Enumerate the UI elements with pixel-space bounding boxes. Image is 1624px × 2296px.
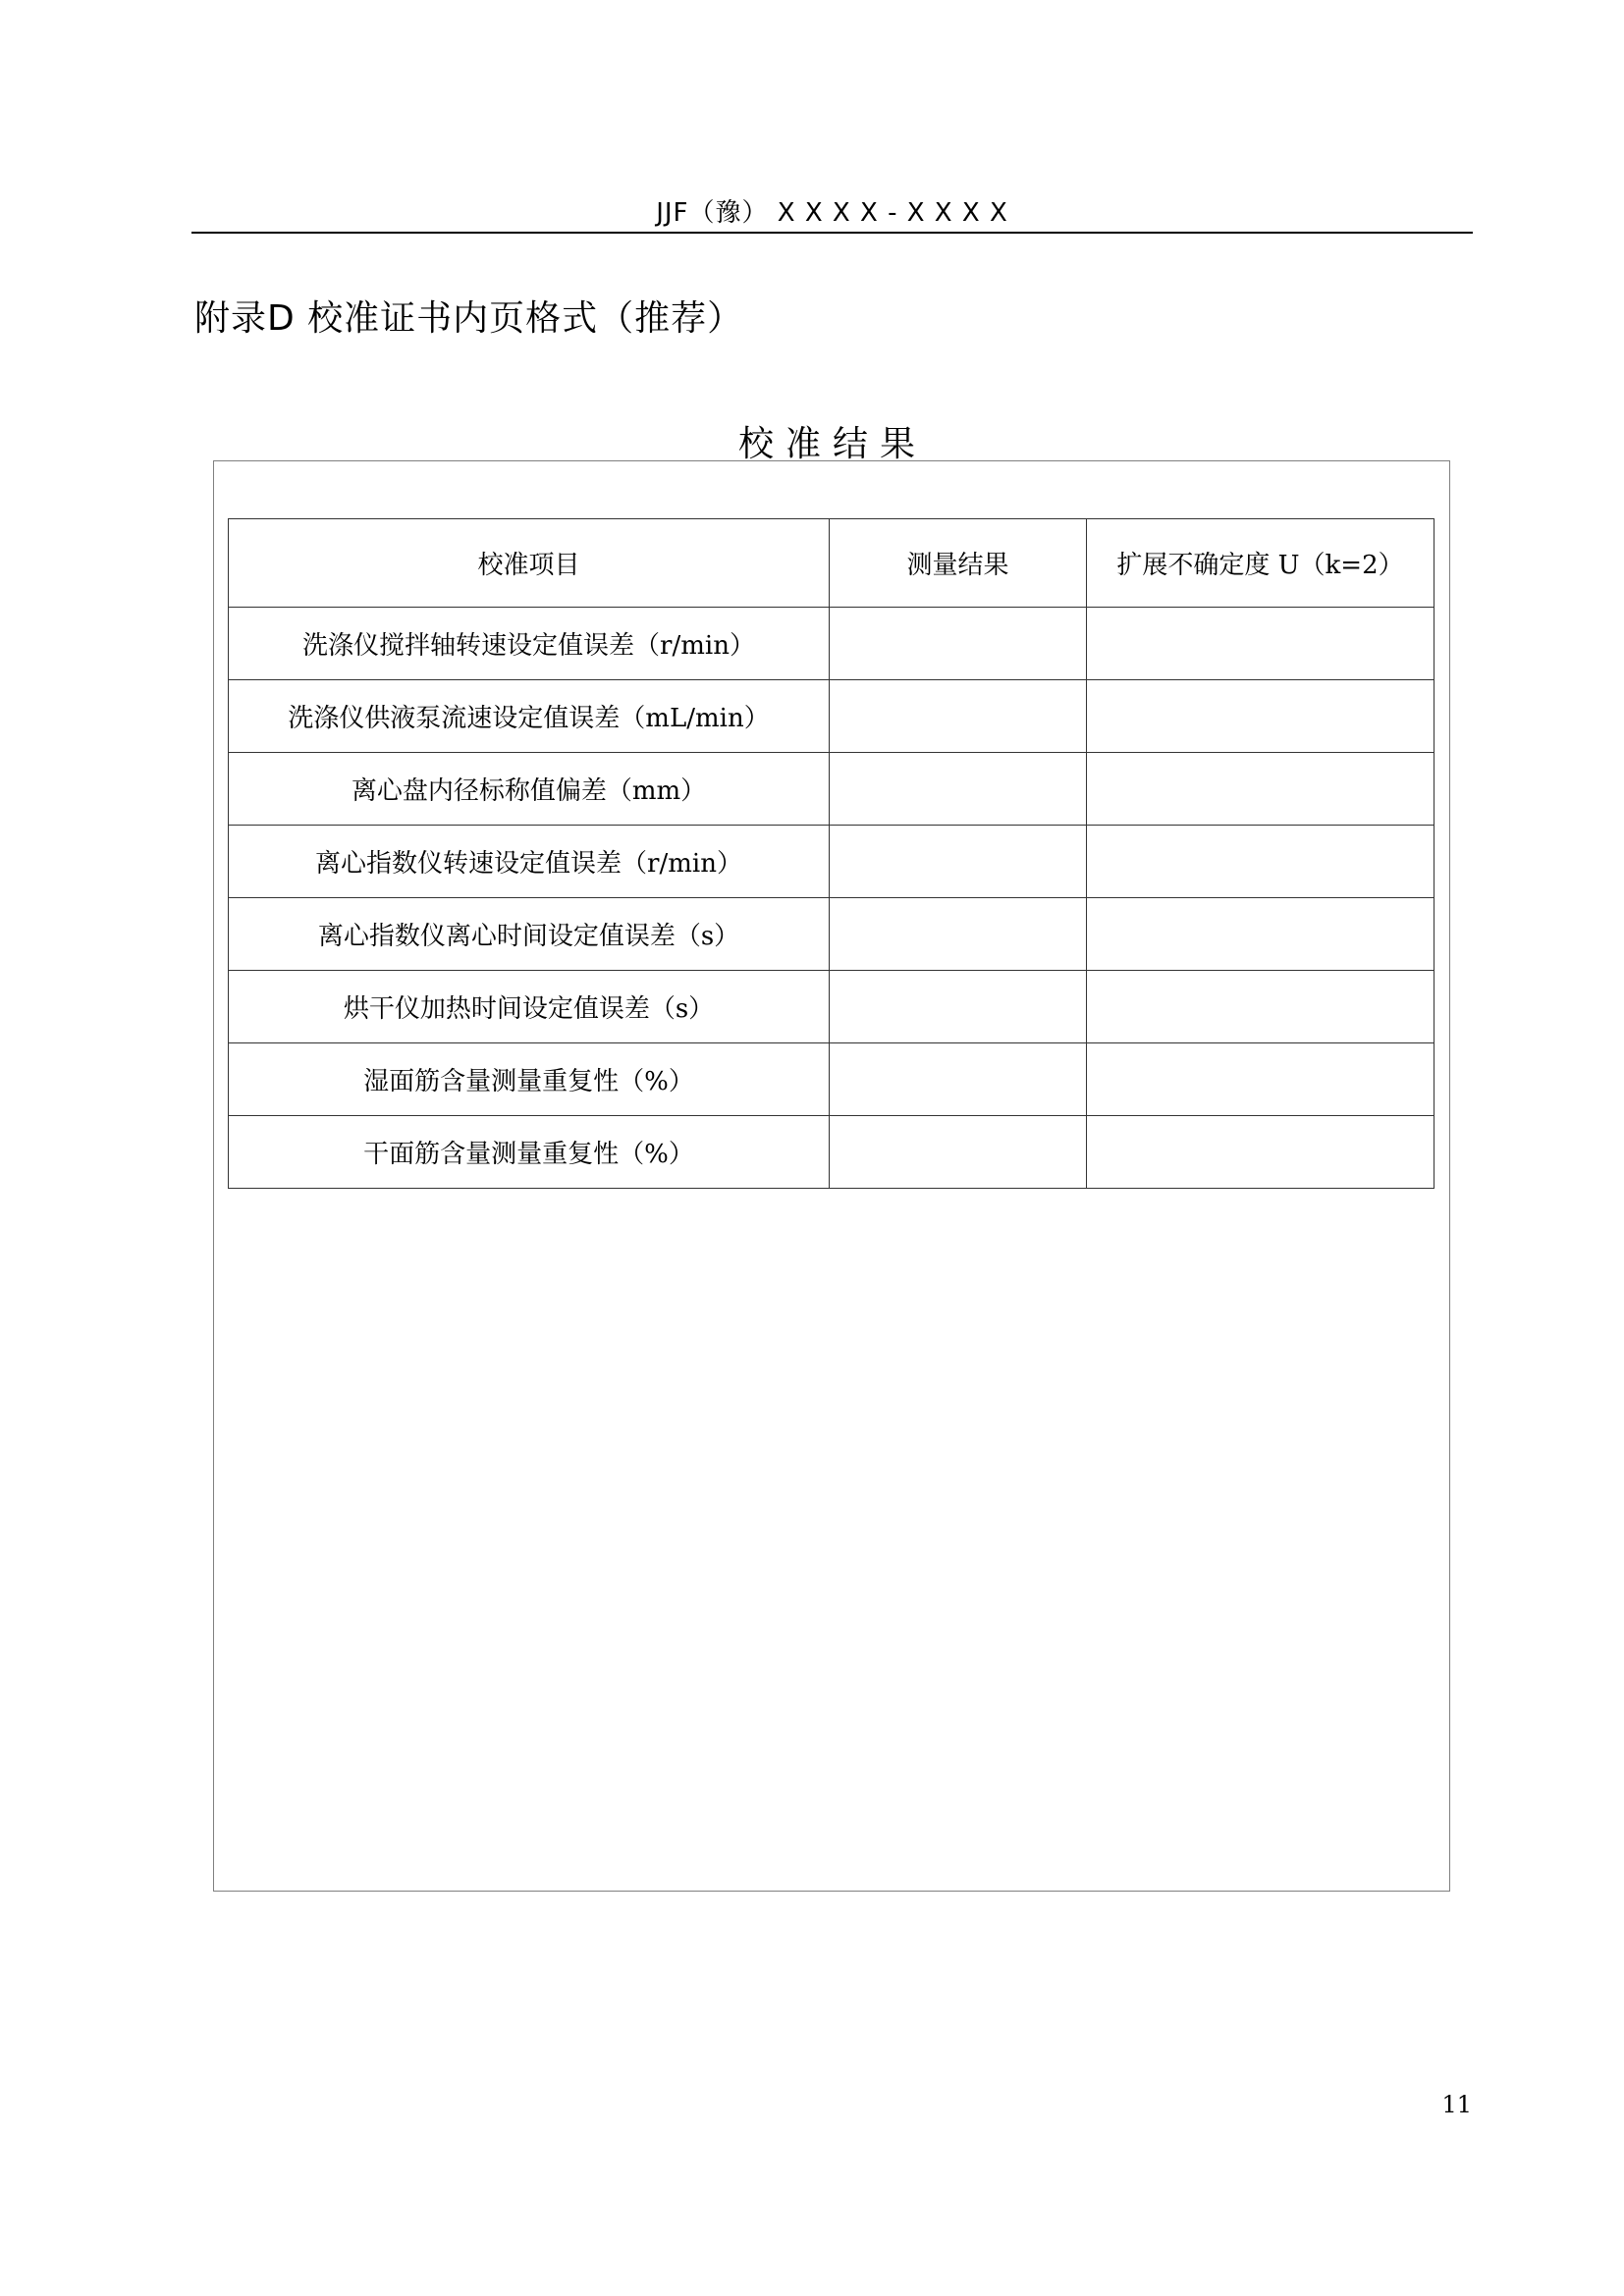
column-header-item: 校准项目 [229,519,830,608]
table-row [229,1116,1435,1189]
uncertainty-cell [1087,608,1435,680]
measurement-result-cell [830,971,1087,1043]
results-table [228,518,1435,1189]
standard-code-header: JJF（豫） X X X X - X X X X [656,198,1008,228]
uncertainty-cell [1087,826,1435,898]
table-header-row [229,519,1435,608]
uncertainty-cell [1087,1116,1435,1189]
appendix-title: 附录D 校准证书内页格式（推荐） [194,298,744,339]
page-number: 11 [1441,2091,1472,2118]
calibration-item-cell: 洗涤仪搅拌轴转速设定值误差（r/min） [229,608,830,680]
calibration-item-cell: 湿面筋含量测量重复性（%） [229,1043,830,1116]
uncertainty-cell [1087,753,1435,826]
calibration-item-cell: 离心指数仪转速设定值误差（r/min） [229,826,830,898]
table-row [229,826,1435,898]
calibration-item-cell: 离心盘内径标称值偏差（mm） [229,753,830,826]
calibration-item-cell: 烘干仪加热时间设定值误差（s） [229,971,830,1043]
uncertainty-cell [1087,971,1435,1043]
table-row [229,608,1435,680]
measurement-result-cell [830,898,1087,971]
table-row [229,898,1435,971]
uncertainty-cell [1087,680,1435,753]
table-row [229,1043,1435,1116]
uncertainty-cell [1087,1043,1435,1116]
calibration-item-cell: 离心指数仪离心时间设定值误差（s） [229,898,830,971]
measurement-result-cell [830,1043,1087,1116]
table-row [229,971,1435,1043]
calibration-item-cell: 洗涤仪供液泵流速设定值误差（mL/min） [229,680,830,753]
calibration-item-cell: 干面筋含量测量重复性（%） [229,1116,830,1189]
table-row [229,753,1435,826]
result-title: 校准结果 [737,424,927,464]
column-header-uncertainty: 扩展不确定度 U（k=2） [1087,519,1435,608]
measurement-result-cell [830,753,1087,826]
measurement-result-cell [830,826,1087,898]
column-header-result: 测量结果 [830,519,1087,608]
measurement-result-cell [830,680,1087,753]
measurement-result-cell [830,1116,1087,1189]
measurement-result-cell [830,608,1087,680]
table-row [229,680,1435,753]
header-rule [191,232,1473,234]
uncertainty-cell [1087,898,1435,971]
